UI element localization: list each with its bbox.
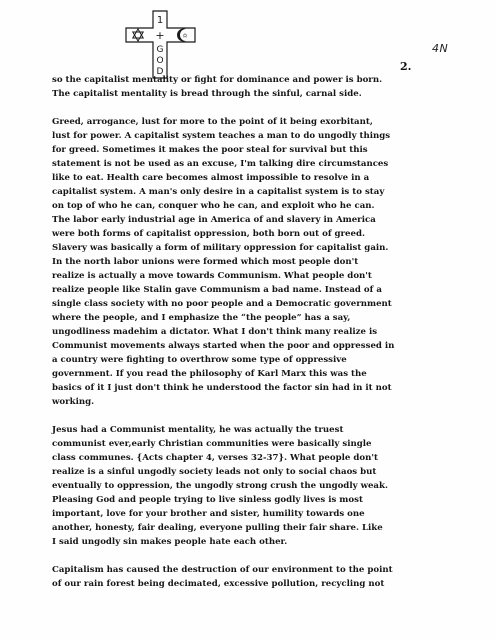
emblem-plus-sign: + — [155, 29, 165, 42]
text-line: important, love for your brother and sister, humility towards one — [52, 509, 365, 519]
emblem-top-letter: 1 — [156, 15, 164, 26]
text-line: Pleasing God and people trying to live sinless godly lives is most — [52, 495, 363, 505]
text-line: working. — [52, 397, 95, 407]
cross-drawing — [123, 8, 199, 80]
paragraph-4 — [52, 563, 454, 591]
emblem-letter-d: D — [156, 67, 164, 77]
text-line: Slavery was basically a form of military oppression for capitalist gain. — [52, 243, 389, 253]
text-line: of our rain forest being decimated, excessive pollution, recycling not — [52, 579, 385, 589]
text-line: government. If you read the philosophy of Karl Marx this was the — [52, 369, 367, 379]
text-line: realize is actually a move towards Communism. What people don't — [52, 271, 372, 281]
text-line: where the people, and I emphasize the “the people” has a say, — [52, 313, 351, 323]
text-line: Jesus had a Communist mentality, he was actually the truest — [52, 425, 344, 435]
text-line: In the north labor unions were formed which most people don't — [52, 257, 359, 267]
text-line: The capitalist mentality is bread through the sinful, carnal side. — [52, 89, 362, 99]
text-line: so the capitalist mentality or fight for dominance and power is born. — [52, 75, 383, 85]
emblem-letter-o: O — [156, 56, 164, 66]
text-line: on top of who he can, conquer who he can, and exploit who he can. — [52, 201, 375, 211]
text-line: realize people like Stalin gave Communism a bad name. Instead of a — [52, 285, 382, 295]
body-text — [52, 73, 454, 605]
text-line: basics of it I just don't think he understood the factor sin had in it not — [52, 383, 392, 393]
page-number: 2. — [400, 60, 412, 73]
text-line: I said ungodly sin makes people hate each other. — [52, 537, 288, 547]
paragraph-2 — [52, 115, 454, 409]
star-of-david-icon — [133, 29, 143, 41]
text-line: ungodliness madehim a dictator. What I don't think many realize is — [52, 327, 378, 337]
handwritten-mark: 4N — [432, 42, 449, 55]
text-line: like to eat. Health care becomes almost impossible to resolve in a — [52, 173, 370, 183]
text-line: a country were fighting to overthrow some type of oppressive — [52, 355, 347, 365]
text-line: for greed. Sometimes it makes the poor steal for survival but this — [52, 145, 368, 155]
text-line: Capitalism has caused the destruction of our environment to the point — [52, 565, 393, 575]
text-line: were both forms of capitalist oppression, both born out of greed. — [52, 229, 365, 239]
text-line: another, honesty, fair dealing, everyone pulling their fair share. Like — [52, 523, 383, 533]
paragraph-1 — [52, 73, 454, 101]
text-line: Communist movements always started when the poor and oppressed in — [52, 341, 395, 351]
text-line: class communes. {Acts chapter 4, verses 32-37}. What people don't — [52, 453, 378, 463]
text-line: eventually to oppression, the ungodly strong crush the ungodly weak. — [52, 481, 388, 491]
text-line: statement is not be used as an excuse, I'm talking dire circumstances — [52, 159, 389, 169]
paragraph-3 — [52, 423, 454, 549]
emblem-letter-g: G — [156, 45, 164, 55]
text-line: The labor early industrial age in America of and slavery in America — [52, 215, 376, 225]
text-line: single class society with no poor people and a Democratic government — [52, 299, 392, 309]
text-line: communist ever,early Christian communities were basically single — [52, 439, 372, 449]
star-and-crescent-icon — [177, 29, 187, 42]
text-line: capitalist system. A man's only desire in a capitalist system is to stay — [52, 187, 385, 197]
text-line: lust for power. A capitalist system teaches a man to do ungodly things — [52, 131, 391, 141]
text-line: realize is a sinful ungodly society leads not only to social chaos but — [52, 467, 377, 477]
cross-emblem — [123, 8, 199, 80]
text-line: Greed, arrogance, lust for more to the point of it being exorbitant, — [52, 117, 373, 127]
